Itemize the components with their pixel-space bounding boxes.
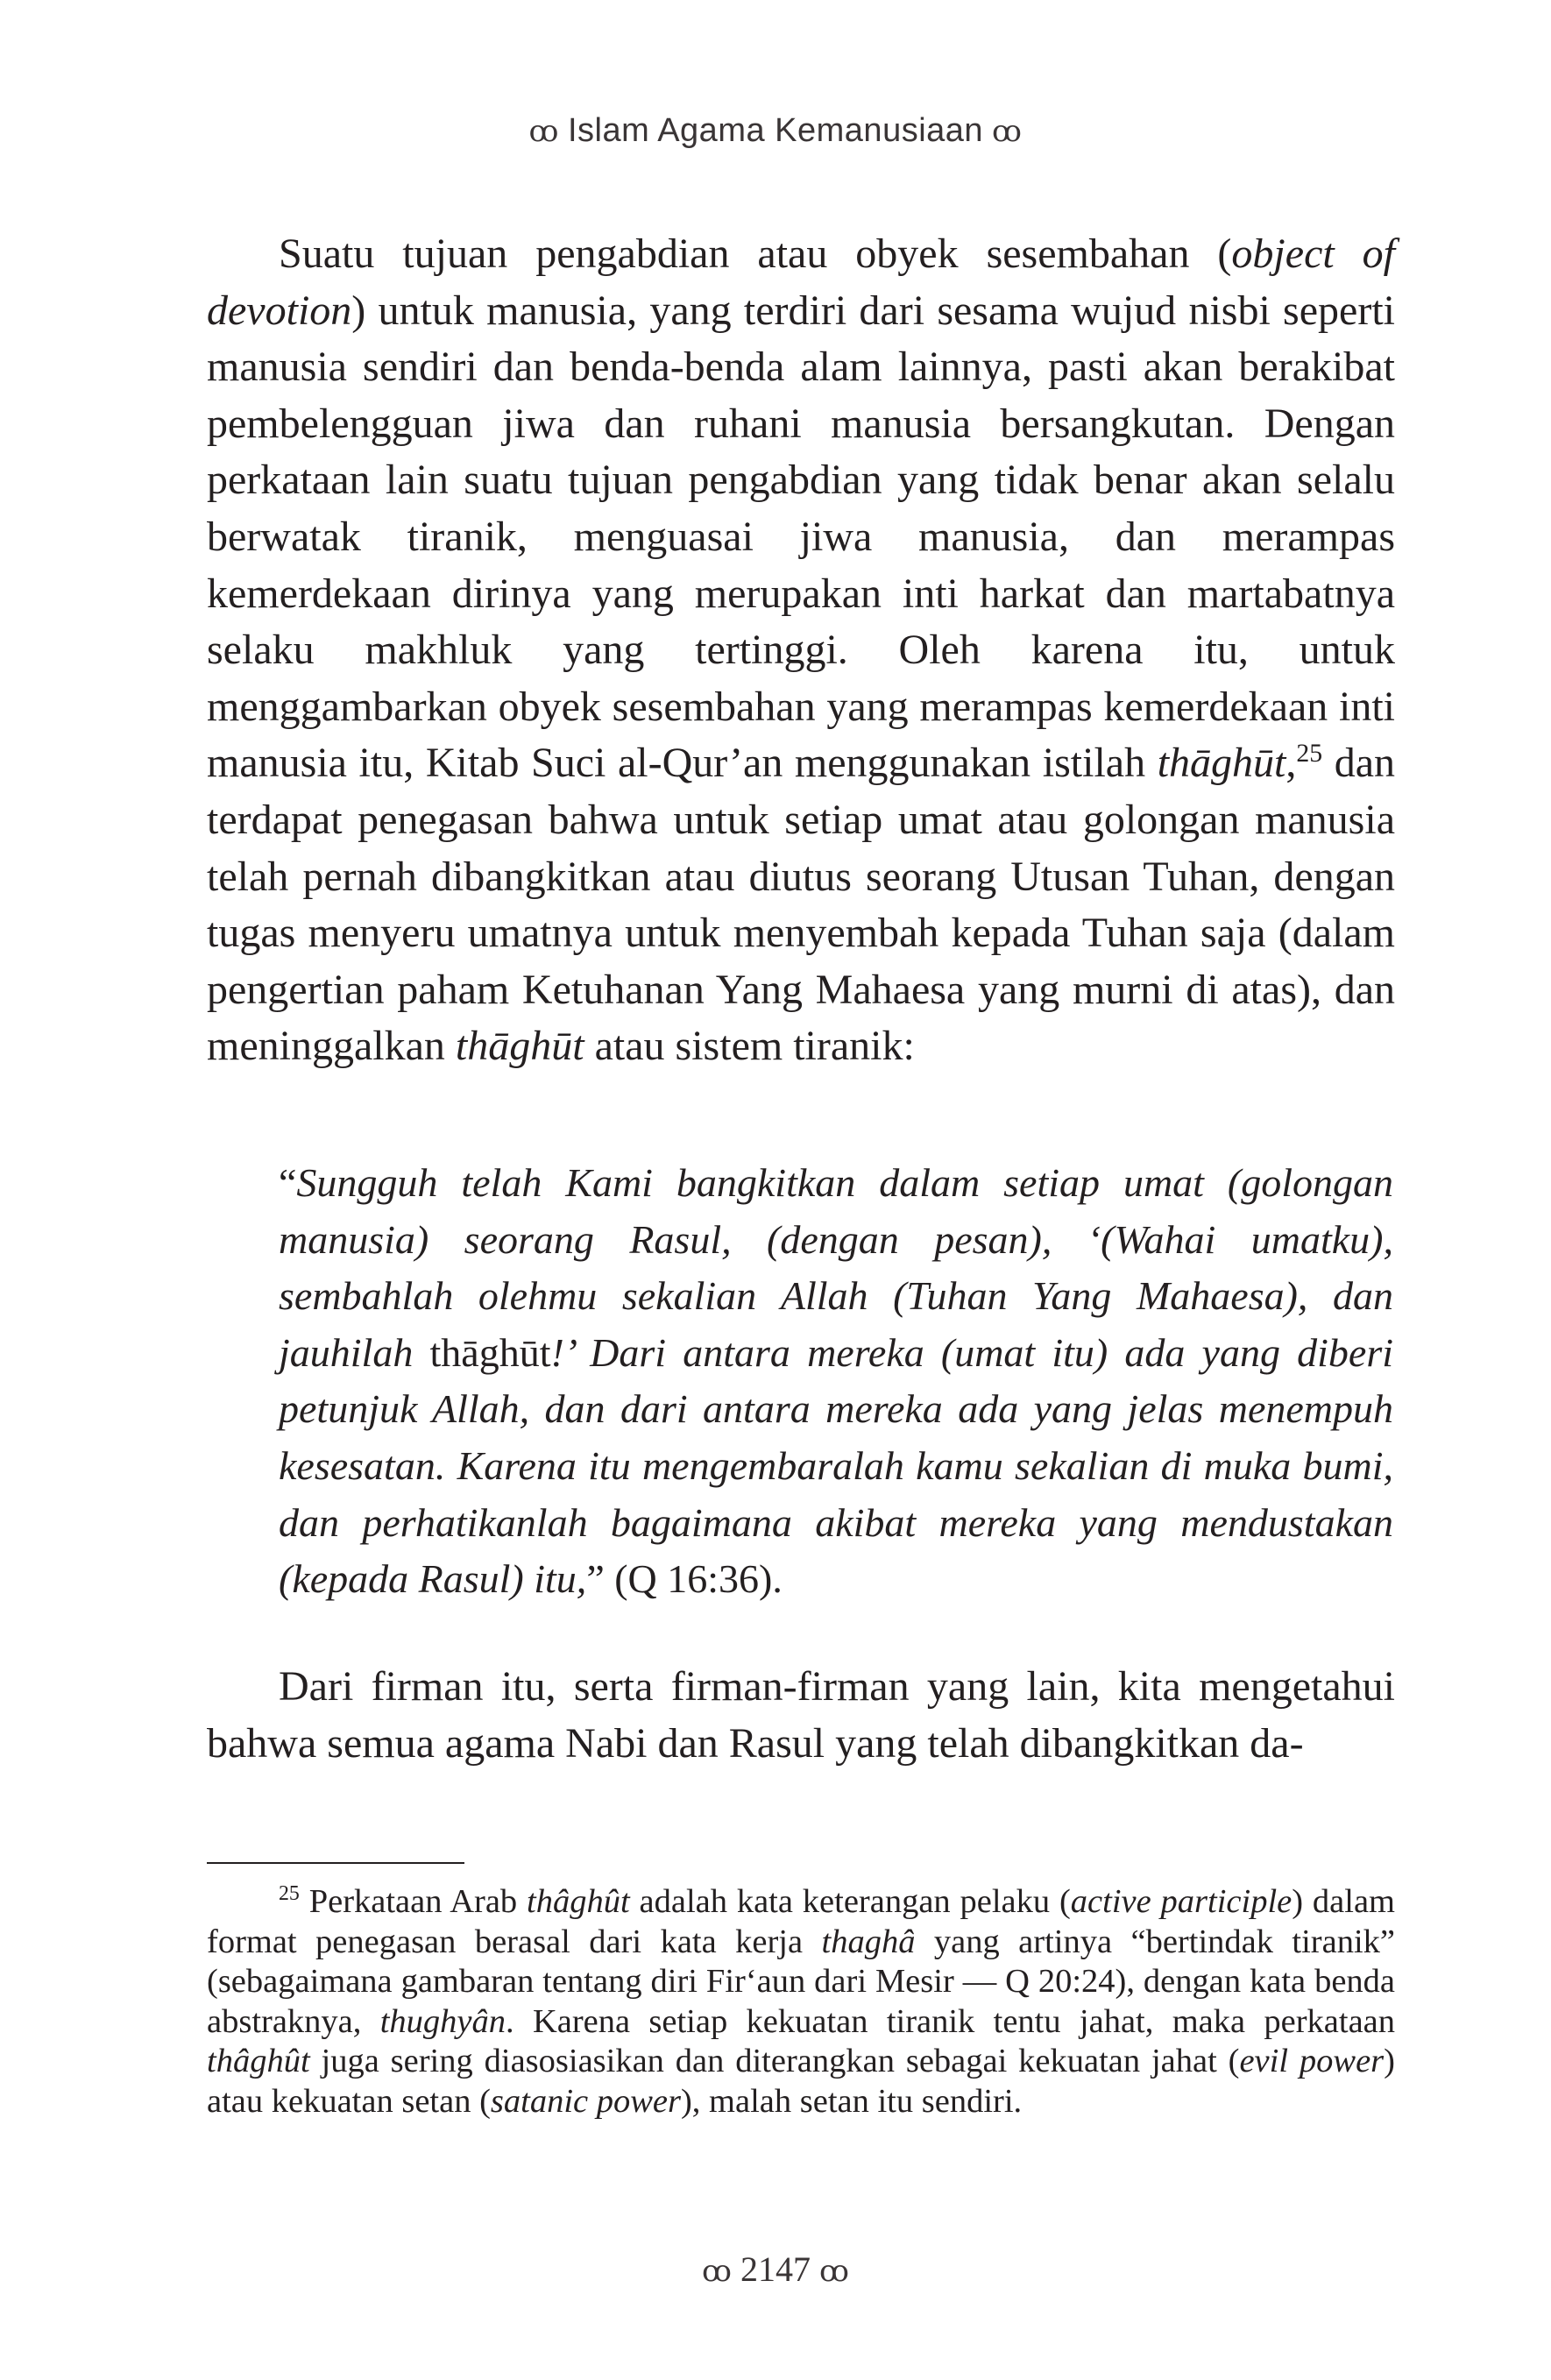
italic-term: thāghūt [455,1023,584,1070]
quote-mark: ” [586,1556,605,1602]
quote-mark: “ [279,1160,297,1205]
text-run: Suatu tujuan pengabdian atau obyek sesembahan ( [279,230,1232,277]
quote-text: !’ Dari antara mereka (umat itu) ada yang diberi petunjuk Allah, dan dari antara mereka ada yang jelas menempuh kesesatan. Karena itu mengembaralah kamu sekalian di muka bumi, dan perhatikanlah bagaimana akibat mereka yang mendustakan (kepada Rasul) itu, [279,1329,1393,1602]
text-run: ) dalam format penegasan berasal dari kata kerja [207,1883,1395,1960]
text-run: ) untuk manusia, yang terdiri dari sesama wujud nisbi seperti manusia sendiri dan benda-benda alam lainnya, pasti akan berakibat pembelengguan jiwa dan ruhani manusia bersangkutan. Dengan perkataan lain suatu tujuan pengabdian yang tidak benar akan selalu berwatak tiranik, menguasai jiwa manusia, dan merampas kemerdekaan dirinya yang merupakan inti harkat dan martabatnya selaku makhluk yang tertinggi. Oleh karena itu, untuk menggambarkan obyek sesembahan yang merampas kemerdekaan inti manusia itu, Kitab Suci al-Qur’an menggunakan istilah [207,287,1395,787]
italic-term: active participle [1070,1883,1292,1920]
quran-quotation [279,1155,1393,1608]
body-paragraph [207,226,1395,1075]
text-run: adalah kata keterangan pelaku ( [629,1883,1071,1920]
ornament-icon: ꝏ [992,114,1023,149]
text-run: . Karena setiap kekuatan tiranik tentu jahat, maka perkataan [506,2002,1396,2040]
text-run: juga sering diasosiasikan dan diterangkan sebagai kekuatan jahat ( [309,2043,1240,2080]
quote-term: thāghūt [429,1329,551,1375]
text-run: Perkataan Arab [299,1883,528,1920]
italic-term: satanic power [490,2082,681,2120]
footnote-divider [207,1862,464,1864]
text-run: yang artinya “bertindak tiranik” (sebagaimana gambaran tentang diri Fir‘aun dari Mesir — Q 20:24), dengan kata benda abstraknya, [207,1923,1395,2040]
italic-term: thâghût [207,2043,310,2080]
italic-term: thāghūt [1157,740,1286,787]
italic-term: object of devotion [207,230,1395,334]
page-footer [0,2249,1551,2290]
quote-text: Sungguh telah Kami bangkitkan dalam setiap umat (golongan manusia) seorang Rasul, (dengan pesan), ‘(Wahai umatku), sembahlah olehmu sekalian Allah (Tuhan Yang Mahaesa), dan jauhilah [279,1160,1393,1375]
running-header [0,112,1551,150]
body-paragraph: Dari firman itu, serta firman-firman yang lain, kita mengetahui bahwa semua agama Nabi dan Rasul yang telah dibangkitkan da- [207,1663,1395,1767]
verse-reference: (Q 16:36). [604,1556,783,1602]
ornament-icon: ꝏ [528,114,559,149]
text-run: , [1285,740,1297,787]
italic-term: thaghâ [821,1923,916,1960]
ornament-icon: ꝏ [702,2254,732,2289]
footnote-reference[interactable]: 25 [1296,739,1323,769]
italic-term: thughyân [379,2002,506,2040]
page-number: 2147 [740,2249,811,2289]
text-run: ), malah setan itu sendiri. [680,2082,1023,2120]
ornament-icon: ꝏ [819,2254,849,2289]
footnote-number: 25 [279,1882,300,1906]
text-run: atau sistem tiranik: [584,1023,915,1070]
footnote [207,1882,1395,2122]
text-run: dan terdapat penegasan bahwa untuk setiap umat atau golongan manusia telah pernah dibangkitkan atau diutus seorang Utusan Tuhan, dengan tugas menyeru umatnya untuk menyembah kepada Tuhan saja (dalam pengertian paham Ketuhanan Yang Mahaesa yang murni di atas), dan meninggalkan [207,740,1396,1070]
book-title: Islam Agama Kemanusiaan [567,112,984,149]
italic-term: thâghût [527,1883,630,1920]
italic-term: evil power [1239,2043,1385,2080]
text-run: ) atau kekuatan setan ( [207,2043,1395,2120]
